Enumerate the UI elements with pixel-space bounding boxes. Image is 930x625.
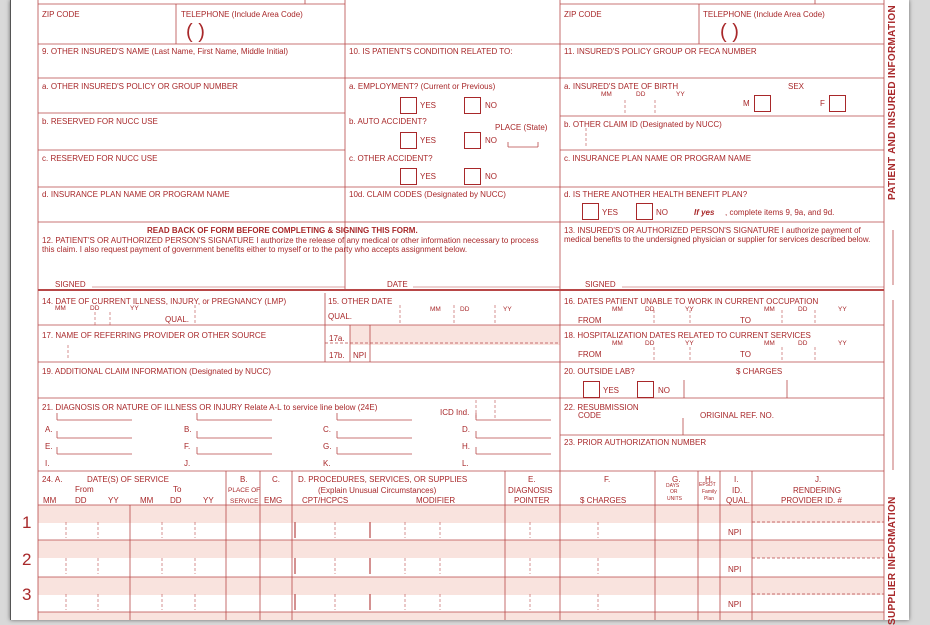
item10d-label: 10d. CLAIM CODES (Designated by NUCC): [349, 190, 506, 199]
24c-label: C.: [272, 475, 280, 484]
modifier-label: MODIFIER: [416, 496, 456, 505]
item9-label: 9. OTHER INSURED'S NAME (Last Name, First Name, Middle Initial): [42, 47, 289, 56]
or-label: OR: [670, 489, 678, 495]
charges-label: $ CHARGES: [736, 367, 783, 376]
yy: YY: [838, 340, 847, 347]
sex-m-label: M: [743, 99, 750, 108]
yy: YY: [838, 306, 847, 313]
code-label: CODE: [578, 411, 602, 420]
place-of-label: PLACE OF: [228, 487, 261, 494]
no-label: NO: [656, 208, 668, 217]
diagnosis-letter-F: F.: [184, 442, 191, 451]
item19-label: 19. ADDITIONAL CLAIM INFORMATION (Designated by NUCC): [42, 367, 271, 376]
item9c-label: c. RESERVED FOR NUCC USE: [42, 154, 158, 163]
from-label: FROM: [578, 316, 602, 325]
npi-label: NPI: [728, 528, 742, 537]
shaded-field: [38, 540, 884, 558]
original-ref-label: ORIGINAL REF. NO.: [700, 411, 774, 420]
item18-label: 18. HOSPITALIZATION DATES RELATED TO CURRENT SERVICES: [564, 331, 811, 340]
diagnosis-label: DIAGNOSIS: [508, 486, 553, 495]
signed-label: SIGNED: [585, 280, 616, 289]
service-line-number: 3: [22, 585, 32, 604]
yes-label: YES: [602, 208, 619, 217]
insured-phone-parens: ( ): [720, 21, 739, 43]
supplier-side-label: SUPPLIER INFORMATION: [887, 496, 898, 625]
dob-mm: MM: [601, 91, 612, 98]
date-col-dd2: DD: [170, 496, 182, 505]
npi-label: NPI: [728, 600, 742, 609]
item10-label: 10. IS PATIENT'S CONDITION RELATED TO:: [349, 47, 513, 56]
item10a-label: a. EMPLOYMENT? (Current or Previous): [349, 82, 496, 91]
diagnosis-letter-D: D.: [462, 425, 470, 434]
mm: MM: [612, 306, 623, 313]
provider-id-label: PROVIDER ID. #: [781, 496, 842, 505]
explain-label: (Explain Unusual Circumstances): [318, 486, 437, 495]
item11b-label: b. OTHER CLAIM ID (Designated by NUCC): [564, 120, 722, 129]
qual-label: QUAL.: [165, 315, 190, 324]
diagnosis-letter-B: B.: [184, 425, 192, 434]
dd: DD: [798, 306, 808, 313]
insured-phone-label: TELEPHONE (Include Area Code): [703, 10, 825, 19]
rendering-label: RENDERING: [793, 486, 842, 495]
item10-yes-checkbox-2[interactable]: [400, 168, 417, 185]
no-label: NO: [485, 172, 497, 181]
diagnosis-letter-K: K.: [323, 459, 331, 468]
diagnosis-letter-E: E.: [45, 442, 53, 451]
service-line-number: 2: [22, 550, 32, 569]
icd-ind-label: ICD Ind.: [440, 408, 470, 417]
mm: MM: [55, 305, 66, 312]
item22-label: 22. RESUBMISSION: [564, 403, 639, 412]
family-label: Family: [702, 489, 717, 495]
diagnosis-letter-I: I.: [45, 459, 50, 468]
mm: MM: [764, 340, 775, 347]
item21-label: 21. DIAGNOSIS OR NATURE OF ILLNESS OR INJURY Relate A-L to service line below (24E): [42, 403, 378, 412]
24i-label: I.: [734, 475, 739, 484]
other-plan-yes-checkbox[interactable]: [582, 203, 599, 220]
24d-label: D. PROCEDURES, SERVICES, OR SUPPLIES: [298, 475, 468, 484]
date-col-yy: YY: [108, 496, 119, 505]
patient-insured-side-label: PATIENT AND INSURED INFORMATION: [887, 4, 898, 200]
17b-label: 17b.: [329, 351, 345, 360]
date-col-dd: DD: [75, 496, 87, 505]
item14-label: 14. DATE OF CURRENT ILLNESS, INJURY, or PREGNANCY (LMP): [42, 297, 287, 306]
to-label: TO: [740, 350, 751, 359]
mm: MM: [764, 306, 775, 313]
id-label: ID.: [732, 486, 743, 495]
sex-f-label: F: [820, 99, 825, 108]
item11a-label: a. INSURED'S DATE OF BIRTH: [564, 82, 679, 91]
signed-label: SIGNED: [55, 280, 86, 289]
plan-label: Plan: [704, 496, 715, 502]
sex-m-checkbox[interactable]: [754, 95, 771, 112]
24a-label: 24. A.: [42, 475, 63, 484]
read-back-header: READ BACK OF FORM BEFORE COMPLETING & SIGNING THIS FORM.: [147, 226, 418, 235]
to-label: To: [173, 485, 182, 494]
date-col-mm2: MM: [140, 496, 154, 505]
item13-text: 13. INSURED'S OR AUTHORIZED PERSON'S SIGNATURE I authorize payment of medical benefits to the undersigned physician or supplier for services described below.: [564, 226, 871, 244]
item11d-label: d. IS THERE ANOTHER HEALTH BENEFIT PLAN?: [564, 190, 748, 199]
24g-label: G.: [672, 475, 681, 484]
pointer-label: POINTER: [514, 496, 550, 505]
yy: YY: [130, 305, 139, 312]
days-label: DAYS: [666, 483, 680, 489]
to-label: TO: [740, 316, 751, 325]
item11-label: 11. INSURED'S POLICY GROUP OR FECA NUMBER: [564, 47, 757, 56]
qual-label: QUAL.: [328, 312, 353, 321]
item10-yes-checkbox-0[interactable]: [400, 97, 417, 114]
from-label: FROM: [578, 350, 602, 359]
diagnosis-letter-G: G.: [323, 442, 332, 451]
17a-label: 17a.: [329, 334, 345, 343]
no-label: NO: [658, 386, 670, 395]
yy: YY: [685, 306, 694, 313]
dd: DD: [645, 340, 655, 347]
item12-text: 12. PATIENT'S OR AUTHORIZED PERSON'S SIGNATURE I authorize the release of any medical or other information necessary to process this claim. I also request payment of government benefits either to myself or to the party who accepts assignment below.: [42, 236, 539, 254]
yes-label: YES: [420, 101, 437, 110]
mm: MM: [612, 340, 623, 347]
sex-f-checkbox[interactable]: [829, 95, 846, 112]
units-label: UNITS: [667, 496, 682, 502]
npi-label: NPI: [353, 351, 367, 360]
mm: MM: [430, 306, 441, 313]
item17-label: 17. NAME OF REFERRING PROVIDER OR OTHER SOURCE: [42, 331, 267, 340]
item9b-label: b. RESERVED FOR NUCC USE: [42, 117, 158, 126]
yes-label: YES: [420, 136, 437, 145]
dd: DD: [460, 306, 470, 313]
yes-label: YES: [603, 386, 620, 395]
no-label: NO: [485, 101, 497, 110]
emg-label: EMG: [264, 496, 283, 505]
outside-lab-yes-checkbox[interactable]: [583, 381, 600, 398]
item10-yes-checkbox-1[interactable]: [400, 132, 417, 149]
dd: DD: [798, 340, 808, 347]
service-line-number: 1: [22, 513, 32, 532]
npi-label: NPI: [728, 565, 742, 574]
service-label: SERVICE: [230, 498, 259, 505]
shaded-field: [38, 577, 884, 595]
shaded-field: [38, 612, 884, 620]
item11c-label: c. INSURANCE PLAN NAME OR PROGRAM NAME: [564, 154, 752, 163]
patient-phone-label: TELEPHONE (Include Area Code): [181, 10, 303, 19]
item10-no-checkbox-1[interactable]: [464, 132, 481, 149]
24j-label: J.: [815, 475, 822, 484]
dd: DD: [645, 306, 655, 313]
dd: DD: [90, 305, 100, 312]
yy: YY: [685, 340, 694, 347]
diagnosis-letter-C: C.: [323, 425, 331, 434]
item16-label: 16. DATES PATIENT UNABLE TO WORK IN CURRENT OCCUPATION: [564, 297, 819, 306]
item10c-label: c. OTHER ACCIDENT?: [349, 154, 433, 163]
item20-label: 20. OUTSIDE LAB?: [564, 367, 635, 376]
diagnosis-letter-L: L.: [462, 459, 469, 468]
charges-label: $ CHARGES: [580, 496, 627, 505]
sex-label: SEX: [788, 82, 805, 91]
item23-label: 23. PRIOR AUTHORIZATION NUMBER: [564, 438, 707, 447]
other-plan-no-checkbox[interactable]: [636, 203, 653, 220]
shaded-field: [350, 325, 560, 345]
24b-label: B.: [240, 475, 248, 484]
ifyes-label: If yes: [694, 208, 715, 217]
date-label: DATE: [387, 280, 408, 289]
patient-zip-label: ZIP CODE: [42, 10, 80, 19]
item10-no-checkbox-2[interactable]: [464, 168, 481, 185]
diagnosis-letter-A: A.: [45, 425, 53, 434]
item15-label: 15. OTHER DATE: [328, 297, 393, 306]
item10b-label: b. AUTO ACCIDENT?: [349, 117, 427, 126]
qual-label: QUAL.: [726, 496, 751, 505]
no-label: NO: [485, 136, 497, 145]
item9d-label: d. INSURANCE PLAN NAME OR PROGRAM NAME: [42, 190, 230, 199]
24f-label: F.: [604, 475, 611, 484]
yes-label: YES: [420, 172, 437, 181]
date-col-yy2: YY: [203, 496, 214, 505]
ifyes-rest-label: , complete items 9, 9a, and 9d.: [725, 208, 835, 217]
24h-label: H.: [705, 475, 713, 484]
diagnosis-letter-J: J.: [184, 459, 191, 468]
date-col-mm: MM: [43, 496, 57, 505]
epsdt-label: EPSDT: [699, 482, 716, 488]
24e-label: E.: [528, 475, 536, 484]
dates-of-service-label: DATE(S) OF SERVICE: [87, 475, 169, 484]
cpt-label: CPT/HCPCS: [302, 496, 349, 505]
dob-dd: DD: [636, 91, 646, 98]
diagnosis-letter-H: H.: [462, 442, 470, 451]
patient-phone-parens: ( ): [186, 21, 205, 43]
item10-no-checkbox-0[interactable]: [464, 97, 481, 114]
place-state-label: PLACE (State): [495, 123, 548, 132]
dob-yy: YY: [676, 91, 685, 98]
outside-lab-no-checkbox[interactable]: [637, 381, 654, 398]
yy: YY: [503, 306, 512, 313]
from-label: From: [75, 485, 94, 494]
item9a-label: a. OTHER INSURED'S POLICY OR GROUP NUMBER: [42, 82, 238, 91]
insured-zip-label: ZIP CODE: [564, 10, 602, 19]
shaded-field: [38, 505, 884, 523]
